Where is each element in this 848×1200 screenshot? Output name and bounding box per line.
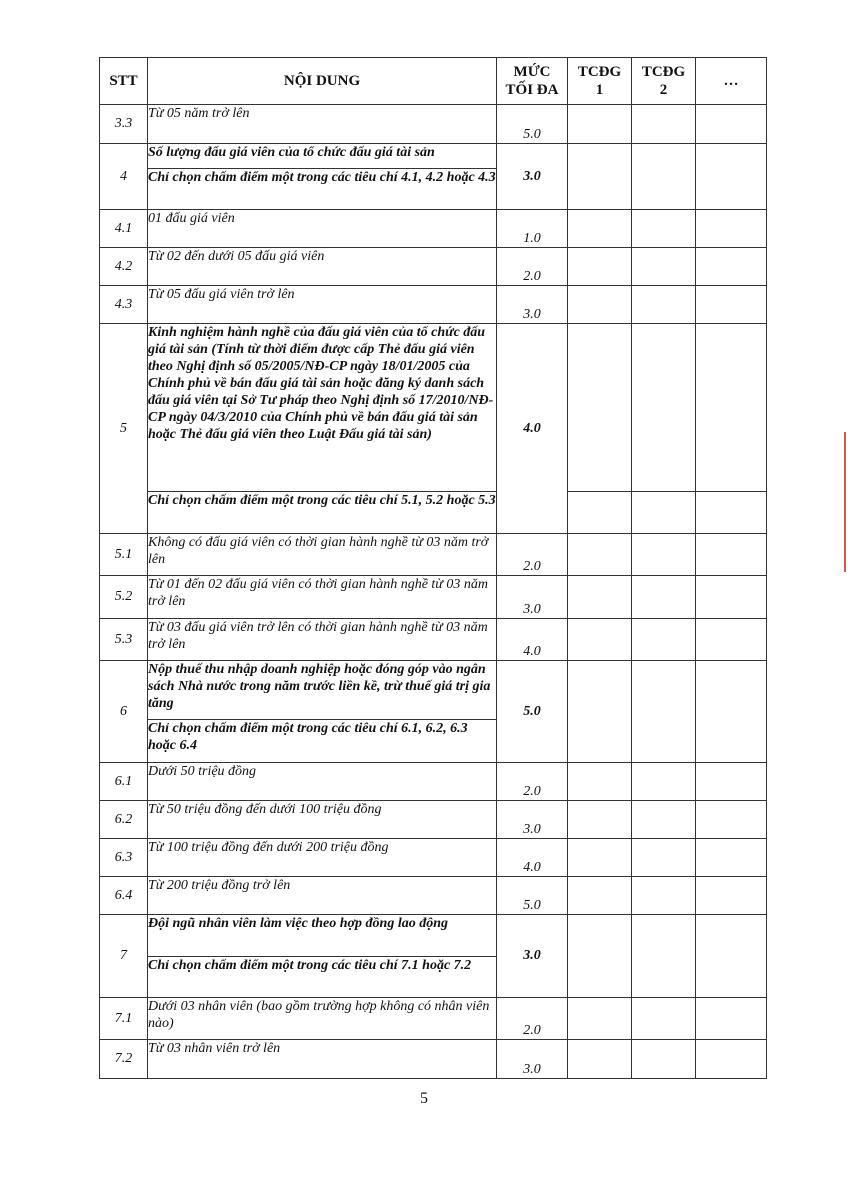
score-cell-tcdg2 <box>632 763 696 801</box>
score-cell-tcdg1 <box>568 210 632 248</box>
score-cell-more <box>696 286 767 324</box>
table-row <box>100 877 767 915</box>
row-max-score: 3.0 <box>497 915 568 998</box>
score-cell-tcdg1 <box>568 915 632 998</box>
table-row <box>100 105 767 144</box>
row-content: Từ 03 đấu giá viên trở lên có thời gian hành nghề từ 03 năm trở lên <box>148 619 497 661</box>
score-cell-tcdg2 <box>632 877 696 915</box>
row-max-score: 2.0 <box>497 248 568 286</box>
row-stt: 6.2 <box>100 801 148 839</box>
score-cell-more <box>696 324 767 492</box>
row-max-score: 3.0 <box>497 801 568 839</box>
row-content: Từ 01 đến 02 đấu giá viên có thời gian hành nghề từ 03 năm trở lên <box>148 576 497 619</box>
table-row <box>100 210 767 248</box>
score-cell-more <box>696 877 767 915</box>
row-max-score: 5.0 <box>497 877 568 915</box>
row-stt: 7 <box>100 915 148 998</box>
row-stt: 6.3 <box>100 839 148 877</box>
row-content-title: Nộp thuế thu nhập doanh nghiệp hoặc đóng góp vào ngân sách Nhà nước trong năm trước liền kề, trừ thuế giá trị gia tăng <box>148 661 497 720</box>
score-cell-tcdg2 <box>632 210 696 248</box>
row-max-score: 4.0 <box>497 839 568 877</box>
row-max-score: 3.0 <box>497 286 568 324</box>
score-cell-tcdg2 <box>632 1040 696 1079</box>
row-content-note: Chỉ chọn chấm điểm một trong các tiêu chí 6.1, 6.2, 6.3 hoặc 6.4 <box>148 720 497 763</box>
row-max-score: 3.0 <box>497 1040 568 1079</box>
score-cell-more <box>696 763 767 801</box>
score-cell-tcdg2 <box>632 144 696 210</box>
score-cell-more <box>696 576 767 619</box>
score-cell-tcdg2 <box>632 839 696 877</box>
score-cell-tcdg1 <box>568 144 632 210</box>
score-cell-more <box>696 1040 767 1079</box>
score-cell-more <box>696 105 767 144</box>
score-cell-tcdg2 <box>632 998 696 1040</box>
row-content: Từ 05 năm trở lên <box>148 105 497 144</box>
header-tcdg2-line2: 2 <box>659 82 668 98</box>
row-content: Từ 100 triệu đồng đến dưới 200 triệu đồng <box>148 839 497 877</box>
table-header-row <box>100 58 767 105</box>
score-cell-more <box>696 144 767 210</box>
row-max-score: 3.0 <box>497 144 568 210</box>
score-cell-tcdg2 <box>632 492 696 534</box>
row-content: Dưới 03 nhân viên (bao gồm trường hợp không có nhân viên nào) <box>148 998 497 1040</box>
score-cell-tcdg2 <box>632 801 696 839</box>
row-stt: 6.1 <box>100 763 148 801</box>
score-cell-tcdg2 <box>632 286 696 324</box>
score-cell-tcdg1 <box>568 801 632 839</box>
score-cell-tcdg1 <box>568 839 632 877</box>
score-cell-tcdg1 <box>568 763 632 801</box>
row-content: Từ 05 đấu giá viên trở lên <box>148 286 497 324</box>
score-cell-tcdg2 <box>632 248 696 286</box>
score-cell-more <box>696 998 767 1040</box>
score-cell-more <box>696 915 767 998</box>
score-cell-tcdg2 <box>632 105 696 144</box>
row-max-score: 5.0 <box>497 105 568 144</box>
score-cell-tcdg1 <box>568 492 632 534</box>
score-cell-tcdg1 <box>568 1040 632 1079</box>
header-stt: STT <box>100 58 148 105</box>
score-cell-more <box>696 661 767 763</box>
row-stt: 4.2 <box>100 248 148 286</box>
score-cell-tcdg1 <box>568 534 632 576</box>
score-cell-tcdg2 <box>632 915 696 998</box>
score-cell-tcdg2 <box>632 619 696 661</box>
row-content-note: Chỉ chọn chấm điểm một trong các tiêu chí 7.1 hoặc 7.2 <box>148 957 497 998</box>
row-content-title: Đội ngũ nhân viên làm việc theo hợp đồng lao động <box>148 915 497 957</box>
score-cell-tcdg1 <box>568 619 632 661</box>
header-tcdg1-line1: TCĐG <box>577 64 622 80</box>
table-row <box>100 619 767 661</box>
table-row <box>100 534 767 576</box>
row-content: Từ 03 nhân viên trở lên <box>148 1040 497 1079</box>
score-cell-tcdg1 <box>568 576 632 619</box>
table-row <box>100 839 767 877</box>
row-max-score: 4.0 <box>497 324 568 534</box>
score-cell-tcdg2 <box>632 534 696 576</box>
row-stt: 5.3 <box>100 619 148 661</box>
header-tcdg2-line1: TCĐG <box>641 64 686 80</box>
row-stt: 6.4 <box>100 877 148 915</box>
score-cell-more <box>696 492 767 534</box>
score-cell-more <box>696 210 767 248</box>
row-content: 01 đấu giá viên <box>148 210 497 248</box>
score-cell-more <box>696 619 767 661</box>
table-row <box>100 998 767 1040</box>
row-content-note: Chỉ chọn chấm điểm một trong các tiêu chí 5.1, 5.2 hoặc 5.3 <box>148 492 497 534</box>
score-cell-tcdg1 <box>568 248 632 286</box>
score-cell-tcdg1 <box>568 286 632 324</box>
score-cell-more <box>696 839 767 877</box>
score-cell-tcdg2 <box>632 661 696 763</box>
header-muc-toi-da <box>497 58 568 105</box>
row-stt: 5.2 <box>100 576 148 619</box>
scoring-table <box>99 57 767 1079</box>
row-max-score: 3.0 <box>497 576 568 619</box>
table-row <box>100 915 767 957</box>
score-cell-tcdg1 <box>568 324 632 492</box>
row-stt: 4.1 <box>100 210 148 248</box>
row-stt: 3.3 <box>100 105 148 144</box>
table-row <box>100 1040 767 1079</box>
table-row <box>100 144 767 169</box>
row-stt: 4.3 <box>100 286 148 324</box>
row-stt: 5.1 <box>100 534 148 576</box>
score-cell-tcdg1 <box>568 998 632 1040</box>
row-max-score: 4.0 <box>497 619 568 661</box>
row-stt: 7.1 <box>100 998 148 1040</box>
score-cell-tcdg1 <box>568 105 632 144</box>
row-content-note: Chỉ chọn chấm điểm một trong các tiêu chí 4.1, 4.2 hoặc 4.3 <box>148 169 497 210</box>
table-row <box>100 324 767 492</box>
score-cell-tcdg1 <box>568 877 632 915</box>
row-max-score: 2.0 <box>497 998 568 1040</box>
page-number: 5 <box>420 1090 428 1107</box>
row-content: Từ 50 triệu đồng đến dưới 100 triệu đồng <box>148 801 497 839</box>
seal-stamp-edge <box>844 432 846 572</box>
row-stt: 6 <box>100 661 148 763</box>
table-row <box>100 801 767 839</box>
table-row <box>100 248 767 286</box>
header-tcdg1-line2: 1 <box>595 82 604 98</box>
row-stt: 5 <box>100 324 148 534</box>
row-max-score: 2.0 <box>497 763 568 801</box>
row-content: Dưới 50 triệu đồng <box>148 763 497 801</box>
header-muc-line2: TỐI ĐA <box>505 82 559 98</box>
score-cell-more <box>696 534 767 576</box>
score-cell-tcdg2 <box>632 576 696 619</box>
score-cell-tcdg1 <box>568 661 632 763</box>
table-row <box>100 492 767 534</box>
table-row <box>100 763 767 801</box>
row-stt: 7.2 <box>100 1040 148 1079</box>
score-cell-more <box>696 801 767 839</box>
header-noi-dung: NỘI DUNG <box>148 58 497 105</box>
header-tcdg-2 <box>632 58 696 105</box>
row-stt: 4 <box>100 144 148 210</box>
table-row <box>100 661 767 720</box>
row-content: Không có đấu giá viên có thời gian hành nghề từ 03 năm trở lên <box>148 534 497 576</box>
header-muc-line1: MỨC <box>513 64 551 80</box>
table-row <box>100 286 767 324</box>
row-content: Từ 02 đến dưới 05 đấu giá viên <box>148 248 497 286</box>
row-content: Từ 200 triệu đồng trở lên <box>148 877 497 915</box>
header-tcdg-1 <box>568 58 632 105</box>
row-content-title: Kinh nghiệm hành nghề của đấu giá viên của tổ chức đấu giá tài sản (Tính từ thời điểm được cấp Thẻ đấu giá viên theo Nghị định số 05/2005/NĐ-CP ngày 18/01/2005 của Chính phủ về bán đấu giá tài sản hoặc đăng ký danh sách đấu giá viên tại Sở Tư pháp theo Nghị định số 17/2010/NĐ-CP ngày 04/3/2010 của Chính phủ về bán đấu giá tài sản hoặc Thẻ đấu giá viên theo Luật Đấu giá tài sản) <box>148 324 497 492</box>
table-row <box>100 576 767 619</box>
row-max-score: 5.0 <box>497 661 568 763</box>
score-cell-tcdg2 <box>632 324 696 492</box>
row-max-score: 1.0 <box>497 210 568 248</box>
score-cell-more <box>696 248 767 286</box>
row-max-score: 2.0 <box>497 534 568 576</box>
header-more: … <box>696 58 767 105</box>
row-content-title: Số lượng đấu giá viên của tổ chức đấu giá tài sản <box>148 144 497 169</box>
